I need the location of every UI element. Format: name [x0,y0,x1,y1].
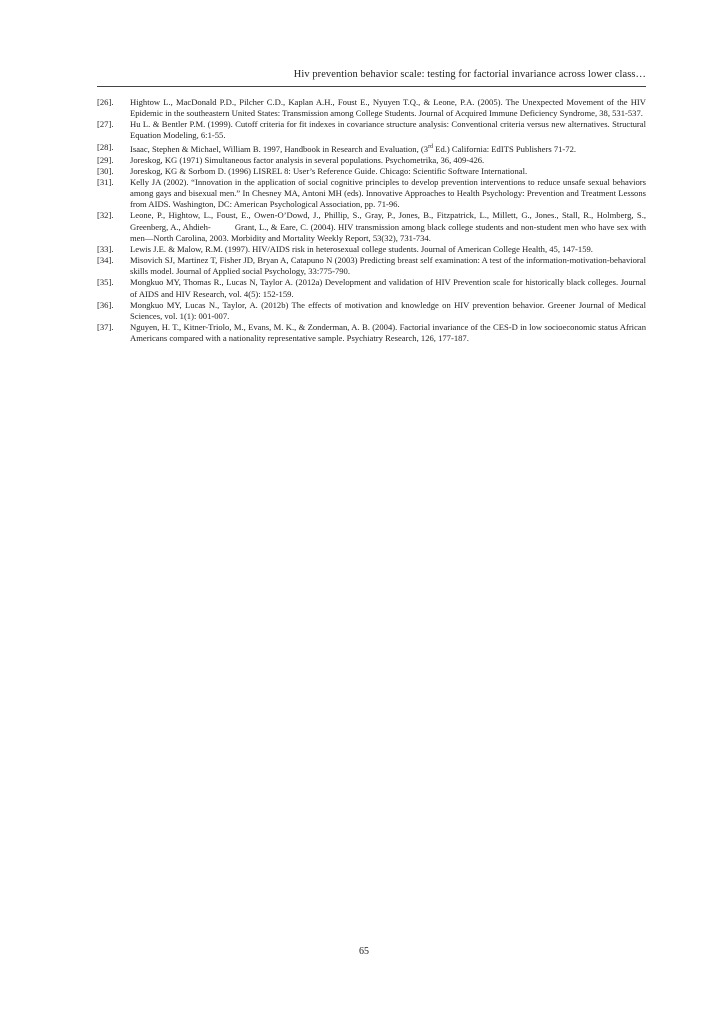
reference-number: [31]. [97,176,114,187]
page-number: 65 [359,946,369,957]
reference-number: [37]. [97,321,114,332]
reference-number: [29]. [97,154,114,165]
reference-item [97,97,646,119]
reference-text [130,142,646,155]
reference-text: Lewis J.E. & Malow, R.M. (1997). HIV/AIDS risk in heterosexual college students. Journal of American College Health, 45, 147-159. [130,243,593,254]
reference-list [97,97,649,344]
reference-text: Leone, P., Hightow, L., Foust, E., Owen-O’Dowd, J., Phillip, S., Gray, P., Jones, B., Fitzpatrick, L., Millett, G., Jones., Stall, R., Holmberg, S., Greenberg, A., Ahdieh- Grant, L., & Eare, C. (2004). HIV transmission among black college students and non-student men who have sex with men—North Carolina, 2003. Morbidity and Mortality Weekly Report, 53(32), 731-734. [130,210,649,243]
reference-text: Kelly JA (2002). “Innovation in the application of social cognitive principles to develop prevention interventions to reduce unsafe sexual behaviors among gays and bisexual men.” In Chesney MA, Antoni MH (eds). Innovative Approaches to Health Psychology: Prevention and Treatment Lessons from AIDS. Washington, DC: American Psychological Association, pp. 71-96. [130,176,646,210]
reference-number: [27]. [97,119,114,130]
reference-number: [35]. [97,277,114,288]
reference-number: [28]. [97,141,114,152]
reference-number: [30]. [97,165,114,176]
reference-item [97,322,646,344]
reference-item [97,244,646,255]
reference-number: [33]. [97,243,114,254]
reference-text: Joreskog, KG (1971) Simultaneous factor analysis in several populations. Psychometrika, 36, 409-426. [130,154,485,165]
reference-number: [34]. [97,255,114,266]
reference-number: [32]. [97,210,114,221]
reference-superscript: rd [428,143,434,150]
reference-item [97,300,646,322]
reference-text: Mongkuo MY, Lucas N., Taylor, A. (2012b) The effects of motivation and knowledge on HIV prevention behavior. Greener Journal of Medical Sciences, vol. 1(1): 001-007. [130,299,646,321]
reference-text: Joreskog, KG & Sorbom D. (1996) LISREL 8: User’s Reference Guide. Chicago: Scientific Software International. [130,165,528,176]
reference-item [97,155,646,166]
reference-item [97,142,646,155]
reference-number: [26]. [97,97,114,107]
reference-text: Nguyen, H. T., Kitner-Triolo, M., Evans, M. K., & Zonderman, A. B. (2004). Factorial invariance of the CES-D in low socioeconomic status African Americans compared with a nationality representative sample. Psychiatry Research, 126, 177-187. [130,321,646,344]
reference-text: Mongkuo MY, Thomas R., Lucas N, Taylor A. (2012a) Development and validation of HIV Prevention scale for historically black colleges. Journal of AIDS and HIV Research, vol. 4(5): 152-159. [130,277,646,299]
reference-text-part: Isaac, Stephen & Michael, William B. 1997, Handbook in Research and Evaluation, (3 [130,143,429,154]
reference-item [97,210,649,243]
reference-item [97,277,646,299]
reference-number: [36]. [97,299,114,310]
reference-item [97,177,646,210]
reference-text: Misovich SJ, Martinez T, Fisher JD, Bryan A, Catapuno N (2003) Predicting breast self examination: A test of the information-motivation-behavioral skills model. Journal of Applied social Psychology, 33:775-790. [130,255,646,277]
reference-item [97,119,646,141]
running-head-title: Hiv prevention behavior scale: testing for factorial invariance across lower class… [293,69,646,80]
reference-item [97,255,646,277]
header-rule [97,86,646,87]
reference-item [97,166,646,177]
reference-text: Hu L. & Bentler P.M. (1999). Cutoff criteria for fit indexes in covariance structure analysis: Conventional criteria versus new alternatives. Structural Equation Modeling, 6:1-55. [130,119,646,141]
reference-text: Hightow L., MacDonald P.D., Pilcher C.D., Kaplan A.H., Foust E., Nyuyen T.Q., & Leone, P.A. (2005). The Unexpected Movement of the HIV Epidemic in the southeastern United States: Transmission among College Students. Journal of Acquired Immune Deficiency Syndrome, 38, 531-537. [130,97,646,119]
reference-text-part: Ed.) California: EdITS Publishers 71-72. [433,143,577,154]
